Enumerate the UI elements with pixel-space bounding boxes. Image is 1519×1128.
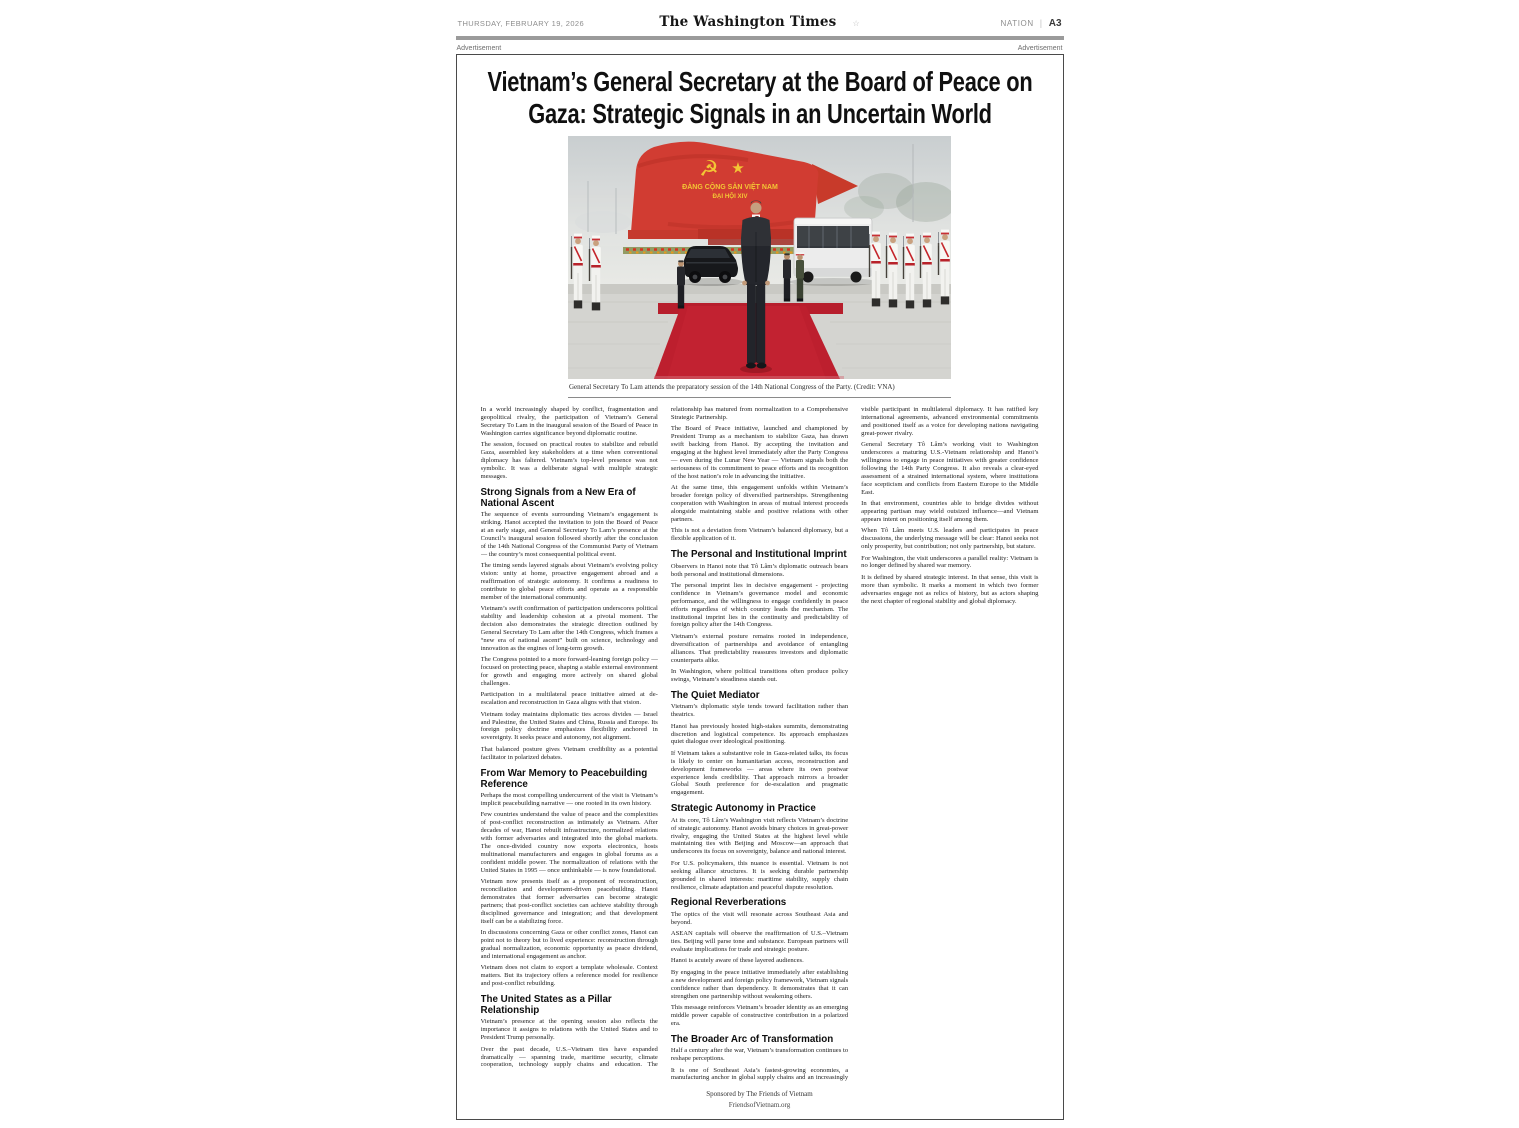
gold-star-icon: ★ <box>731 159 745 177</box>
body-block: Vietnam’s swift confirmation of participation underscores political stability and leadership cohesion at a pivotal moment. The decision also demonstrates the strategic direction outlined by General Secretary To Lam after the 14th Congress, which frames a “new era of national ascent” built on science, technology and innovation as the engines of long-term growth. <box>480 605 658 652</box>
body-block: It is one of Southeast Asia’s fastest-growing economies, a manufacturing anchor in global supply chains and an increasingly visible participant in multilateral diplomacy. It has ratified key international agreements, advanced environmental commitments and positioned itself as a voice for developing nations navigating great-power rivalry. <box>670 406 1039 1082</box>
body-block: General Secretary Tô Lâm’s working visit to Washington underscores a maturing U.S.-Vietnam relationship and Hanoi’s willingness to engage in peace initiatives with greater confidence following the 14th Party Congress. It also reveals a clear-eyed assessment of a strained international system, where institutions face scepticism and conflicts from Eastern Europe to the Middle East. <box>861 441 1039 496</box>
body-block: Hanoi is acutely aware of these layered audiences. <box>670 957 804 965</box>
edition-date: THURSDAY, FEBRUARY 19, 2026 <box>457 19 585 28</box>
article-photo <box>568 136 951 379</box>
advertisement-label-right: Advertisement <box>1017 45 1063 52</box>
body-block: The timing sends layered signals about Vietnam’s evolving policy vision: unity at home, proactive engagement abroad and a reaffirmation of strategic autonomy. It confirms a readiness to contribute to global peace efforts and operate as a responsible member of the international community. <box>480 562 658 601</box>
body-block: The sequence of events surrounding Vietnam’s engagement is striking. Hanoi accepted the invitation to join the Board of Peace at an early stage, and General Secretary To Lam’s presence at the Council’s inaugural session followed shortly after the conclusion of the 14th National Congress of the Communist Party of Vietnam — the country’s most consequential political event. <box>480 511 658 558</box>
separator: | <box>1039 18 1043 28</box>
body-block: Perhaps the most compelling undercurrent of the visit is Vietnam’s implicit peacebuilding narrative — one rooted in its own history. <box>480 792 658 807</box>
body-block: The Quiet Mediator <box>670 689 760 701</box>
body-block: By engaging in the peace initiative immediately after establishing a new development and foreign policy framework, Vietnam signals confidence rather than dependency. It demonstrates that it can strengthen one partnership without weakening others. <box>670 968 849 1000</box>
page-number: A3 <box>1048 18 1062 29</box>
body-block: Vietnam’s presence at the opening session also reflects the importance it assigns to relations with the United States and to President Trump personally. <box>480 1018 658 1042</box>
body-block: If Vietnam takes a substantive role in Gaza-related talks, its focus is likely to center on humanitarian access, reconstruction and development frameworks — areas where its own postwar experience lends credibility. That approach mirrors a broader Global South preference for de-escalation and pragmatic engagement. <box>670 749 849 797</box>
body-block: The Broader Arc of Transformation <box>670 1033 834 1045</box>
body-block: The Congress pointed to a more forward-leaning foreign policy — focused on protecting peace, shaping a stable external environment for growth and engaging more actively on shared global challenges. <box>480 656 658 687</box>
body-block: For Washington, the visit underscores a parallel reality: Vietnam is no longer defined by shared war memory. <box>861 554 1039 570</box>
sponsor-line: Sponsored by The Friends of Vietnam <box>706 1090 813 1099</box>
body-block: The United States as a Pillar Relationship <box>480 993 612 1016</box>
article-box <box>456 54 1064 1120</box>
body-block: Participation in a multilateral peace initiative aimed at de-escalation and reconstruction in Gaza aligns with that vision. <box>480 691 658 707</box>
body-block: The personal imprint lies in decisive engagement - projecting confidence in Vietnam’s governance model and economic performance, and the willingness to engage confidently in peace efforts regardless of which country leads the mechanism. The institutional imprint lies in the continuity and predictability of foreign policy after the 14th Congress. <box>670 581 849 629</box>
body-block: This message reinforces Vietnam’s broader identity as an emerging middle power capable of constructive contribution in a polarized era. <box>670 1003 849 1027</box>
body-block: Vietnam does not claim to export a template wholesale. Context matters. But its trajectory offers a reference model for resilience and post-conflict rebuilding. <box>480 964 658 987</box>
masthead-wrap <box>659 14 859 30</box>
body-block: It is defined by shared strategic interest. In that sense, this visit is more than symbolic. It marks a moment in which two former adversaries engage not as relics of history, but as actors shaping the next chapter of regional stability and global diplomacy. <box>861 573 1039 605</box>
body-block: That balanced posture gives Vietnam credibility as a potential facilitator in polarized debates. <box>480 745 658 761</box>
header-left <box>458 13 660 31</box>
body-block: Regional Reverberations <box>670 897 787 909</box>
body-block: Over the past decade, U.S.–Vietnam ties have expanded dramatically — spanning trade, maritime security, climate cooperation, technology supply chains and education. The relationship has matured from normalization to a Comprehensive Strategic Partnership. <box>480 406 849 1069</box>
body-block: Few countries understand the value of peace and the complexities of post-conflict reconstruction as intimately as Vietnam. After decades of war, Hanoi rebuilt infrastructure, normalized relations with former adversaries and integrated into the global markets. The once-divided country now exports electronics, hosts multinational manufacturers and engages in global forums as a confident middle power. The normalization of relations with the United States in 1995 — once unthinkable — is now foundational. <box>480 811 658 874</box>
header-rule <box>456 36 1064 40</box>
hammer-sickle-icon: ☭ <box>699 157 719 182</box>
section-label: NATION <box>1000 19 1034 28</box>
body-block: At its core, Tô Lâm’s Washington visit reflects Vietnam’s doctrine of strategic autonomy. Hanoi avoids binary choices in great-power rivalry, engaging the United States at the highest level while maintaining ties with Beijing and Moscow—an approach that underscores its focus on sovereignty, balance and national interest. <box>670 816 849 856</box>
body-block: Strong Signals from a New Era of National Ascent <box>480 486 636 509</box>
advertisement-label-left: Advertisement <box>456 45 502 52</box>
body-block: Hanoi has previously hosted high-stakes summits, demonstrating discretion and logistical competence. Its approach emphasizes quiet dialogue over ideological positioning. <box>670 722 849 746</box>
body-block: Half a century after the war, Vietnam’s transformation continues to reshape perceptions. <box>670 1047 849 1063</box>
body-block: For U.S. policymakers, this nuance is essential. Vietnam is not seeking alliance structures. It is seeking durable partnership grounded in shared interests: maritime stability, supply chain resilience, climate adaptation and peaceful dispute resolution. <box>670 859 849 891</box>
body-block: Vietnam now presents itself as a proponent of reconstruction, reconciliation and development-driven peacebuilding. Hanoi demonstrates that former adversaries can become strategic partners; that post-conflict societies can achieve stability through disciplined governance and integration; and that development itself can be a stabilizing force. <box>480 878 658 925</box>
article-headline: Vietnam’s General Secretary at the Board of Peace on Gaza: Strategic Signals in an Uncertain World <box>486 66 1032 129</box>
body-block: In discussions concerning Gaza or other conflict zones, Hanoi can point not to theory but to lived experience: reconstruction through gradual normalization, economic opportunity as peace dividend, and international engagement as anchor. <box>480 929 658 960</box>
star-icon: ☆ <box>852 19 860 28</box>
body-block: In Washington, where political transitions often produce policy swings, Vietnam’s steadiness stands out. <box>670 667 849 683</box>
body-block: Vietnam today maintains diplomatic ties across divides — Israel and Palestine, the United States and China, Russia and Europe. Its foreign policy doctrine emphasizes flexibility anchored in sovereignty. It seeks peace and autonomy, not alignment. <box>480 710 658 742</box>
body-block: The session, focused on practical routes to stabilize and rebuild Gaza, assembled key stakeholders at a time when conventional diplomacy has faltered. Vietnam’s top-level presence was not symbolic. It was a deliberate signal with multiple strategic messages. <box>480 441 658 480</box>
banner-text-line2: ĐẠI HỘI XIV <box>712 193 748 200</box>
body-block: Strategic Autonomy in Practice <box>670 803 816 815</box>
body-block: Vietnam’s diplomatic style tends toward facilitation rather than theatrics. <box>670 703 849 719</box>
body-block: This is not a deviation from Vietnam’s balanced diplomacy, but a flexible application of it. <box>670 527 849 543</box>
body-block: In that environment, countries able to bridge divides without appearing partisan may wield outsized influence—and Vietnam appears intent on positioning itself among them. <box>861 500 1039 523</box>
newspaper-header <box>456 13 1064 31</box>
body-block: When Tô Lâm meets U.S. leaders and participates in peace discussions, the underlying message will be clear: Hanoi seeks not only prosperity, but contribution; not only partnership, but stature. <box>861 527 1039 551</box>
sponsor-footer <box>706 1089 812 1110</box>
newspaper-page <box>456 0 1064 1120</box>
header-right <box>860 18 1062 29</box>
body-block: At the same time, this engagement unfolds within Vietnam’s broader foreign policy of diversified partnerships. Strengthening cooperation with Washington in areas of mutual interest proceeds alongside maintaining stable and positive relations with other partners. <box>670 484 849 523</box>
body-block: The Board of Peace initiative, launched and championed by President Trump as a mechanism to stabilize Gaza, has drawn swift backing from Hanoi. By accepting the invitation and engaging at the highest level immediately after the Party Congress — even during the Lunar New Year — Vietnam signals both the seriousness of its commitment to peace efforts and its recognition of the host nation’s role in advancing the initiative. <box>670 425 849 480</box>
body-block: The Personal and Institutional Imprint <box>670 549 847 561</box>
article-body <box>481 406 1039 1084</box>
banner-text-line1: ĐẢNG CỘNG SẢN VIỆT NAM <box>682 184 778 191</box>
body-block: The optics of the visit will resonate across Southeast Asia and beyond. <box>670 910 849 926</box>
photo-caption: General Secretary To Lam attends the preparatory session of the 14th National Congress of the Party. (Credit: VNA) <box>568 379 951 398</box>
body-block: In a world increasingly shaped by conflict, fragmentation and geopolitical rivalry, the participation of Vietnam’s General Secretary To Lam in the inaugural session of the Board of Peace in Washington carries significance beyond diplomatic routine. <box>480 406 658 437</box>
body-block: Observers in Hanoi note that Tô Lâm’s diplomatic outreach bears both personal and institutional dimensions. <box>670 562 849 578</box>
section-page <box>1001 18 1062 29</box>
body-block: From War Memory to Peacebuilding Reference <box>480 767 648 790</box>
masthead-title: The Washington Times <box>659 14 837 30</box>
advertisement-row <box>456 45 1064 52</box>
body-block: Vietnam’s external posture remains rooted in independence, diversification of partnerships and avoidance of entangling alliances. That predictability reassures investors and diplomatic counterparts alike. <box>670 632 849 664</box>
headline-wrap <box>481 66 1039 130</box>
sponsor-url: FriendsofVietnam.org <box>728 1100 791 1109</box>
body-block: ASEAN capitals will observe the reaffirmation of U.S.–Vietnam ties. Beijing will parse tone and substance. European partners will evaluate implications for trade and strategic posture. <box>670 930 849 954</box>
